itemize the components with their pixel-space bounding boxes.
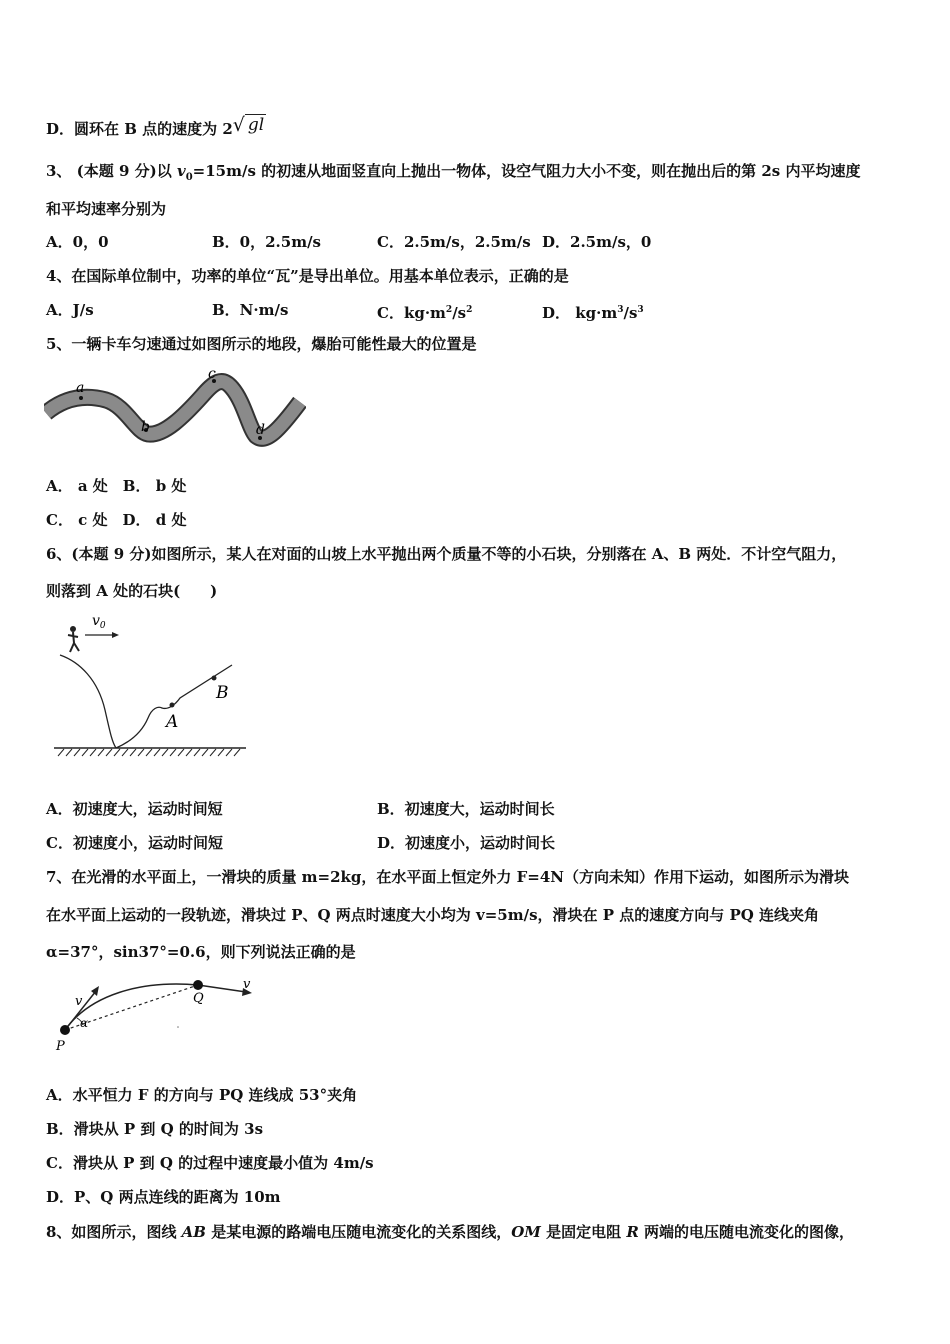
- q7-option-c: C．滑块从 P 到 Q 的过程中速度最小值为 4m/s: [46, 1154, 374, 1172]
- point-Q-marker: [193, 980, 203, 990]
- q6-option-a: A．初速度大，运动时间短: [46, 800, 223, 818]
- q6-stem-line1: 6、(本题 9 分)如图所示，某人在对面的山坡上水平抛出两个质量不等的小石块，分别落在 A、B 两处．不计空气阻力，: [46, 545, 847, 563]
- q5-options-ab: A． a 处 B． b 处: [46, 477, 187, 495]
- v0-arrowhead: [112, 632, 119, 638]
- q4-d-exp1: 3: [617, 305, 624, 315]
- label-a: a: [76, 380, 85, 396]
- q3-option-a: A．0，0: [46, 233, 109, 251]
- v-arrow-at-Q: [198, 985, 246, 992]
- label-d: d: [256, 422, 265, 438]
- q7-option-d: D．P、Q 两点连线的距离为 10m: [46, 1188, 281, 1206]
- q3-prefix: 3、 (本题 9 分)以: [46, 162, 177, 180]
- q4-option-c: [377, 300, 472, 323]
- q5-options-cd: C． c 处 D． d 处: [46, 511, 187, 529]
- q7-option-a: A．水平恒力 F 的方向与 PQ 连线成 53°夹角: [46, 1086, 358, 1104]
- q4-stem: 4、在国际单位制中，功率的单位“瓦”是导出单位。用基本单位表示，正确的是: [46, 267, 569, 285]
- label-b: b: [141, 419, 150, 435]
- q6-stem-line2: 则落到 A 处的石块( ): [46, 582, 218, 600]
- q8-stem-line1: [46, 1222, 854, 1242]
- point-a-marker: [79, 396, 83, 400]
- q3-v0: v: [176, 162, 186, 180]
- q3-v0-sub: 0: [185, 172, 193, 183]
- v-arrowhead-at-P: [91, 986, 99, 996]
- q8-part2: 是某电源的路端电压随电流变化的关系图线，: [206, 1223, 512, 1241]
- q7-stem-line3: α=37°，sin37°=0.6，则下列说法正确的是: [46, 943, 356, 961]
- label-v-Q: v: [243, 977, 251, 992]
- point-P-marker: [60, 1025, 70, 1035]
- label-B: B: [216, 683, 229, 703]
- q3-stem-line2: 和平均速率分别为: [46, 200, 167, 218]
- q6-option-c: C．初速度小，运动时间短: [46, 834, 223, 852]
- q4-d-exp2: 3: [637, 305, 644, 315]
- sqrt-expression: √ gl: [232, 114, 265, 136]
- q6-option-b: B．初速度大，运动时间长: [377, 800, 555, 818]
- q7-option-b: B．滑块从 P 到 Q 的时间为 3s: [46, 1120, 264, 1138]
- q6-option-d: D．初速度小，运动时间长: [377, 834, 556, 852]
- q2-option-d-text: D．圆环在 B 点的速度为 2: [46, 120, 233, 138]
- q4-option-d: [542, 300, 644, 323]
- q4-option-b: B．N·m/s: [212, 301, 289, 319]
- q4-d-base: D． kg·m: [542, 304, 618, 322]
- thrower-person-icon: [68, 626, 79, 652]
- q3-stem-line1: [46, 161, 860, 188]
- q3-line1-rest: =15m/s 的初速从地面竖直向上抛出一物体，设空气阻力大小不变，则在抛出后的第 2s 内平均速度: [192, 162, 861, 180]
- label-A: A: [166, 712, 179, 732]
- point-B-marker: [212, 676, 217, 681]
- q4-c-exp2: 2: [466, 305, 473, 315]
- q8-ab: AB: [181, 1223, 206, 1241]
- q4-d-mid: /s: [623, 304, 638, 322]
- q8-r: R: [626, 1223, 639, 1241]
- q7-stem-line2: 在水平面上运动的一段轨迹，滑块过 P、Q 两点时速度大小均为 v=5m/s，滑块在 P 点的速度方向与 PQ 连线夹角: [46, 906, 820, 924]
- q7-trajectory-figure: [50, 975, 265, 1055]
- q4-c-base: C．kg·m: [377, 304, 446, 322]
- q8-part3: 是固定电阻: [540, 1223, 627, 1241]
- label-v-P: v: [75, 994, 83, 1009]
- q6-slope-figure: [50, 610, 250, 762]
- label-c: c: [208, 368, 216, 382]
- q5-stem: 5、一辆卡车匀速通过如图所示的地段，爆胎可能性最大的位置是: [46, 335, 477, 353]
- v0-label: $v_0$: [92, 613, 106, 631]
- label-Q: Q: [193, 991, 204, 1006]
- q2-option-d: [46, 114, 266, 139]
- q8-part1: 8、如图所示，图线: [46, 1223, 182, 1241]
- q3-option-b: B．0，2.5m/s: [212, 233, 322, 251]
- q4-c-exp1: 2: [445, 305, 453, 315]
- ground-hatch: [58, 749, 240, 756]
- q7-stem-line1: 7、在光滑的水平面上，一滑块的质量 m=2kg，在水平面上恒定外力 F=4N（方向未知）作用下运动，如图所示为滑块: [46, 868, 850, 886]
- point-A-marker: [170, 703, 175, 708]
- q4-option-a: A．J/s: [46, 301, 94, 319]
- q8-om: OM: [511, 1223, 541, 1241]
- left-cliff: [60, 655, 116, 748]
- q3-option-c: C．2.5m/s，2.5m/s: [377, 233, 531, 251]
- q8-part4: 两端的电压随电流变化的图像，: [638, 1223, 855, 1241]
- q5-road-figure: [44, 368, 306, 450]
- q3-option-d: D．2.5m/s，0: [542, 233, 652, 251]
- q4-c-mid: /s: [452, 304, 467, 322]
- label-P: P: [56, 1039, 65, 1054]
- sqrt-radicand: gl: [245, 114, 266, 135]
- stray-dot: [177, 1026, 179, 1028]
- label-alpha: α: [80, 1016, 89, 1030]
